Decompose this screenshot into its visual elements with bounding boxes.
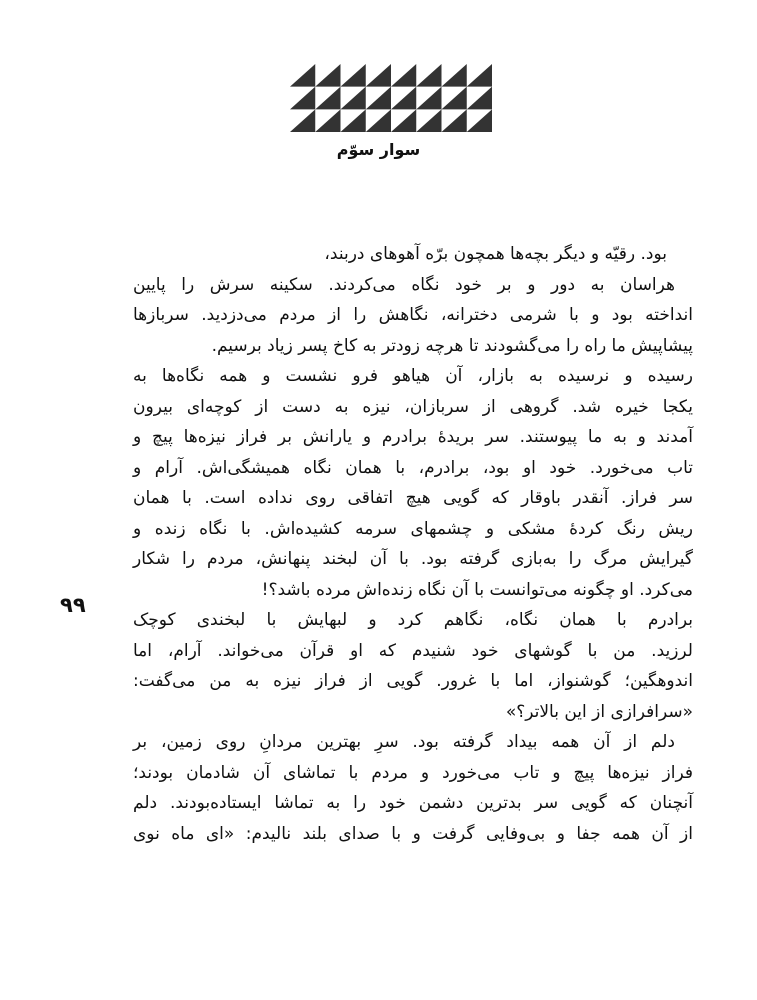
ornament-triangle bbox=[315, 64, 340, 87]
ornament-triangle bbox=[366, 64, 391, 87]
text-line: از آن همه جفا و بی‌وفایی گرفت و با صدای بلند نالیدم: «ای ماه نوی bbox=[133, 823, 693, 844]
text-line: ریش رنگ کردهٔ مشکی و چشمهای سرمه کشیده‌اش. با نگاه زنده و bbox=[133, 518, 693, 539]
ornament-triangle bbox=[315, 87, 340, 110]
ornament-triangle bbox=[366, 109, 391, 132]
text-line: انداخته بود و با شرمی دخترانه، نگاهش را از مردم می‌دزدید. سربازها bbox=[133, 305, 693, 325]
text-line: یکجا خیره شد. گروهی از سربازان، نیزه به دست از کوچه‌ای بیرون bbox=[133, 396, 693, 417]
ornament-triangle bbox=[366, 87, 391, 110]
ornament-triangle bbox=[416, 109, 441, 132]
text-line: رسیده و نرسیده به بازار، آن هیاهو فرو نشست و همه نگاه‌ها به bbox=[133, 366, 693, 386]
text-line: تاب می‌خورد. خود او بود، برادرم، با همان نگاه همیشگی‌اش. آرام و bbox=[133, 457, 693, 478]
text-line: برادرم با همان نگاه، نگاهم کرد و لبهایش با لبخندی کوچک bbox=[133, 610, 693, 630]
ornament-triangle bbox=[341, 109, 366, 132]
ornament-triangle bbox=[416, 64, 441, 87]
text-line: اندوهگین؛ گوشنواز، اما با غرور. گویی از فراز نیزه به من می‌گفت: bbox=[133, 671, 693, 691]
text-line: فراز نیزه‌ها پیچ و تاب می‌خورد و مردم با تماشای آن شادمان بودند؛ bbox=[133, 762, 693, 783]
ornament-triangle bbox=[290, 109, 315, 132]
text-line: بود. رقیّه و دیگر بچه‌ها همچون برّه آهوهای دربند، bbox=[324, 244, 667, 264]
text-line: آنچنان که گویی سر بدترین دشمن خود را به تماشا ایستاده‌بودند. دلم bbox=[133, 793, 693, 813]
body-text bbox=[133, 239, 693, 849]
ornament-triangle bbox=[391, 64, 416, 87]
ornament-triangle bbox=[290, 87, 315, 110]
ornament-triangle bbox=[442, 87, 467, 110]
text-line: دلم از آن همه بیداد گرفته بود. سرِ بهترین مردانِ روی زمین، بر bbox=[133, 732, 675, 752]
ornament-triangle bbox=[341, 87, 366, 110]
ornament-triangle bbox=[391, 87, 416, 110]
ornament-triangle bbox=[341, 64, 366, 87]
ornament-triangle bbox=[290, 64, 315, 87]
text-line: می‌کرد. او چگونه می‌توانست با آن نگاه زنده‌اش مرده باشد؟! bbox=[261, 579, 693, 600]
ornament-triangle bbox=[391, 109, 416, 132]
triangle-pattern-ornament bbox=[290, 64, 492, 132]
text-line: لرزید. من با گوشهای خود شنیدم که او قرآن می‌خواند. آرام، اما bbox=[133, 640, 693, 661]
ornament-triangle bbox=[467, 87, 492, 110]
ornament-triangle bbox=[442, 64, 467, 87]
text-line: آمدند و به ما پیوستند. سر بریدهٔ برادرم و یارانش بر فراز نیزه‌ها پیچ و bbox=[133, 427, 693, 447]
text-line: هراسان به دور و بر خود نگاه می‌کردند. سکینه سرش را پایین bbox=[133, 274, 675, 295]
text-line: «سرافرازی از این بالاتر؟» bbox=[505, 701, 693, 722]
ornament-triangle bbox=[467, 109, 492, 132]
text-line: سر فراز. آنقدر باوقار که گویی هیچ اتفاقی روی نداده است. با همان bbox=[133, 488, 693, 508]
ornament-triangle bbox=[315, 109, 340, 132]
ornament-triangle bbox=[442, 109, 467, 132]
text-line: گیرایش مرگ را به‌بازی گرفته بود. با آن لبخند پنهانش، مردم را شکار bbox=[133, 549, 693, 569]
chapter-title: سوار سوّم bbox=[336, 140, 421, 159]
text-line: پیشاپیش ما راه را می‌گشودند تا هرچه زودتر به کاخ پسر زیاد برسیم. bbox=[211, 335, 693, 356]
ornament-triangle bbox=[416, 87, 441, 110]
page-number: ۹۹ bbox=[60, 593, 86, 617]
ornament-triangle bbox=[467, 64, 492, 87]
